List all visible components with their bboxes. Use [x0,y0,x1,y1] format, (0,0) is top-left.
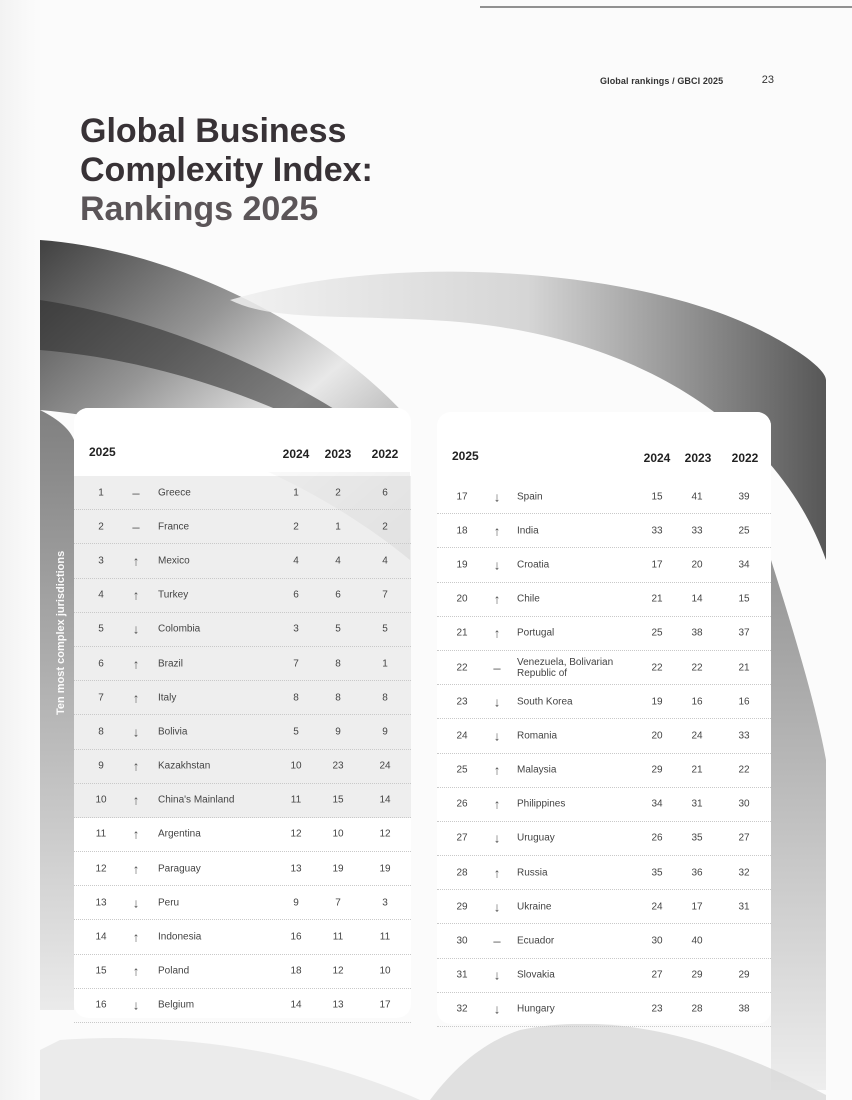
arrow-up-icon: ↑ [132,963,140,979]
table-row [437,514,771,548]
arrow-up-icon: ↑ [493,796,501,812]
country-cell: Italy [158,692,177,704]
rank-2023-cell: 33 [691,525,703,537]
table-row [74,750,411,784]
rank-2022-cell: 11 [379,931,391,943]
rank-cell: 19 [456,559,468,571]
arrow-up-icon: ↑ [132,929,140,945]
arrow-up-icon: ↑ [132,826,140,842]
rank-cell: 8 [98,726,104,738]
table-row [74,681,411,715]
rank-2023-cell: 7 [335,897,341,909]
country-cell: Peru [158,897,180,909]
table-row [74,613,411,647]
rankings-table-right [437,412,771,1024]
country-cell: Philippines [517,798,566,810]
table-row [437,959,771,993]
dash-icon: – [132,485,140,501]
arrow-down-icon: ↓ [132,724,140,740]
table-row [437,890,771,924]
rank-2022-cell: 8 [382,692,388,704]
table-row [74,852,411,886]
rank-2024-cell: 11 [290,794,302,806]
rank-cell: 32 [456,1003,468,1015]
rank-2023-cell: 14 [691,593,703,605]
rank-2022-cell: 24 [379,760,391,772]
header-2023: 2023 [684,451,712,465]
rank-2024-cell: 34 [651,798,663,810]
arrow-down-icon: ↓ [132,621,140,637]
rank-cell: 1 [98,487,104,499]
rank-2023-cell: 19 [332,863,344,875]
table-row [437,788,771,822]
table-row [437,754,771,788]
country-cell: Colombia [158,623,201,635]
country-cell: Romania [517,730,558,742]
country-cell: Kazakhstan [158,760,211,772]
rank-2024-cell: 14 [290,999,302,1011]
rank-2023-cell: 12 [332,965,344,977]
rank-cell: 10 [95,794,107,806]
rank-2022-cell: 17 [379,999,391,1011]
rank-cell: 4 [98,589,104,601]
rank-cell: 24 [456,730,468,742]
rank-2024-cell: 27 [651,969,663,981]
country-cell: Brazil [158,658,184,670]
rank-2023-cell: 6 [335,589,341,601]
header-2024: 2024 [643,451,671,465]
table-row [437,822,771,856]
table-row [74,920,411,954]
table-header [74,408,411,472]
dash-icon: – [493,660,501,676]
rank-2022-cell: 6 [382,487,388,499]
rank-cell: 18 [456,525,468,537]
rank-2022-cell: 22 [738,764,750,776]
country-cell: China's Mainland [158,794,235,806]
rank-2023-cell: 20 [691,559,703,571]
country-cell: Ukraine [517,901,552,913]
table-row [74,818,411,852]
rank-2024-cell: 30 [651,935,663,947]
section-label: Global rankings / GBCI 2025 [600,76,724,86]
country-cell: Russia [517,867,548,879]
rank-2024-cell: 9 [293,897,299,909]
rank-2024-cell: 5 [293,726,299,738]
rank-2022-cell: 14 [379,794,391,806]
rank-2023-cell: 35 [691,832,703,844]
rank-2023-cell: 15 [332,794,344,806]
arrow-up-icon: ↑ [132,587,140,603]
country-cell: Hungary [517,1003,555,1015]
rank-2023-cell: 8 [335,692,341,704]
rank-2024-cell: 16 [290,931,302,943]
table-body [74,476,411,1023]
rank-2022-cell: 29 [738,969,750,981]
header-2025: 2025 [452,449,479,463]
rank-2024-cell: 33 [651,525,663,537]
country-cell: Chile [517,593,540,605]
table-row [437,617,771,651]
country-cell: Spain [517,491,543,503]
header-2025: 2025 [89,445,116,459]
arrow-up-icon: ↑ [493,625,501,641]
country-cell: Paraguay [158,863,201,875]
rank-cell: 25 [456,764,468,776]
rank-2024-cell: 35 [651,867,663,879]
table-row [74,886,411,920]
arrow-down-icon: ↓ [132,895,140,911]
country-cell: Slovakia [517,969,555,981]
rank-2022-cell: 37 [738,627,750,639]
arrow-up-icon: ↑ [132,792,140,808]
table-row [74,955,411,989]
rank-2022-cell: 10 [379,965,391,977]
arrow-up-icon: ↑ [493,762,501,778]
table-row [437,719,771,753]
country-cell: Greece [158,487,191,499]
rank-cell: 22 [456,662,468,674]
table-row [74,510,411,544]
rank-2024-cell: 22 [651,662,663,674]
arrow-up-icon: ↑ [132,861,140,877]
rank-2022-cell: 32 [738,867,750,879]
rank-2023-cell: 5 [335,623,341,635]
rank-cell: 9 [98,760,104,772]
rank-2024-cell: 1 [293,487,299,499]
table-row [74,715,411,749]
rank-cell: 29 [456,901,468,913]
arrow-up-icon: ↑ [132,758,140,774]
rank-2023-cell: 4 [335,555,341,567]
side-label-text: Ten most complex jurisdictions [55,550,67,715]
rank-2023-cell: 38 [691,627,703,639]
rank-2024-cell: 3 [293,623,299,635]
rank-2022-cell: 15 [738,593,750,605]
table-row [74,989,411,1023]
country-cell: Malaysia [517,764,557,776]
rank-cell: 13 [95,897,107,909]
rank-cell: 15 [95,965,107,977]
rank-cell: 21 [456,627,468,639]
rank-2022-cell: 21 [738,662,750,674]
country-cell: South Korea [517,696,573,708]
table-row [437,651,771,685]
rank-2024-cell: 15 [651,491,663,503]
rank-cell: 7 [98,692,104,704]
rank-2023-cell: 8 [335,658,341,670]
arrow-down-icon: ↓ [493,830,501,846]
rank-cell: 23 [456,696,468,708]
rank-cell: 30 [456,935,468,947]
arrow-up-icon: ↑ [493,523,501,539]
rank-2023-cell: 1 [335,521,341,533]
rank-2022-cell: 19 [379,863,391,875]
table-row [74,579,411,613]
rank-2024-cell: 21 [651,593,663,605]
rank-cell: 12 [95,863,107,875]
rank-2023-cell: 10 [332,828,344,840]
rank-2023-cell: 40 [691,935,703,947]
rank-2023-cell: 31 [691,798,703,810]
table-row [437,480,771,514]
rank-2024-cell: 26 [651,832,663,844]
table-row [437,583,771,617]
rank-2022-cell: 7 [382,589,388,601]
country-cell: India [517,525,539,537]
rank-2024-cell: 4 [293,555,299,567]
country-cell: Portugal [517,627,555,639]
arrow-down-icon: ↓ [493,489,501,505]
rank-2023-cell: 24 [691,730,703,742]
rank-2024-cell: 25 [651,627,663,639]
arrow-up-icon: ↑ [493,865,501,881]
table-row [437,856,771,890]
rank-2024-cell: 2 [293,521,299,533]
table-row [74,784,411,818]
title-line-1: Global Business [80,112,347,150]
rank-cell: 26 [456,798,468,810]
rank-2023-cell: 21 [691,764,703,776]
rank-2023-cell: 29 [691,969,703,981]
rank-2024-cell: 17 [651,559,663,571]
header-2022: 2022 [731,451,759,465]
rank-2024-cell: 6 [293,589,299,601]
rank-2024-cell: 29 [651,764,663,776]
country-cell: Belgium [158,999,195,1011]
arrow-up-icon: ↑ [132,690,140,706]
rank-2022-cell: 39 [738,491,750,503]
rank-2024-cell: 12 [290,828,302,840]
rank-2022-cell: 25 [738,525,750,537]
rank-2022-cell: 31 [738,901,750,913]
title-line-2: Complexity Index: [80,151,373,189]
rank-cell: 11 [95,828,107,840]
arrow-up-icon: ↑ [132,553,140,569]
table-row [74,647,411,681]
rank-cell: 31 [456,969,468,981]
arrow-down-icon: ↓ [493,967,501,983]
rank-2022-cell: 38 [738,1003,750,1015]
table-row [437,548,771,582]
rank-2022-cell: 16 [738,696,750,708]
arrow-down-icon: ↓ [493,1001,501,1017]
rank-2023-cell: 22 [691,662,703,674]
rank-2022-cell: 30 [738,798,750,810]
rank-2022-cell: 27 [738,832,750,844]
rank-2024-cell: 20 [651,730,663,742]
title-line-3: Rankings 2025 [80,190,319,228]
table-row [74,544,411,578]
rank-2023-cell: 36 [691,867,703,879]
rank-cell: 28 [456,867,468,879]
country-cell: Argentina [158,828,201,840]
rank-2024-cell: 23 [651,1003,663,1015]
rank-cell: 16 [95,999,107,1011]
rank-2022-cell: 5 [382,623,388,635]
table-header [437,412,771,476]
arrow-down-icon: ↓ [493,899,501,915]
country-cell: Indonesia [158,931,202,943]
rank-2023-cell: 41 [691,491,703,503]
rankings-table-left [74,408,411,1018]
rank-2022-cell: 2 [382,521,388,533]
rank-cell: 2 [98,521,104,533]
country-cell: Poland [158,965,190,977]
rank-2023-cell: 28 [691,1003,703,1015]
rank-2022-cell: 1 [382,658,388,670]
rank-2023-cell: 9 [335,726,341,738]
rank-2024-cell: 7 [293,658,299,670]
rank-cell: 20 [456,593,468,605]
rank-2022-cell: 12 [379,828,391,840]
rank-2024-cell: 24 [651,901,663,913]
rank-2022-cell: 9 [382,726,388,738]
rank-2024-cell: 19 [651,696,663,708]
rank-2023-cell: 16 [691,696,703,708]
arrow-down-icon: ↓ [493,694,501,710]
rank-2023-cell: 23 [332,760,344,772]
country-cell: Uruguay [517,832,555,844]
rank-2023-cell: 2 [335,487,341,499]
rank-cell: 5 [98,623,104,635]
country-cell: Venezuela, Bolivarian Republic of [517,656,614,679]
rank-2022-cell: 34 [738,559,750,571]
arrow-down-icon: ↓ [493,728,501,744]
rank-cell: 27 [456,832,468,844]
arrow-down-icon: ↓ [132,997,140,1013]
rank-2023-cell: 17 [691,901,703,913]
rank-2023-cell: 11 [332,931,344,943]
country-cell: Bolivia [158,726,188,738]
dash-icon: – [493,933,501,949]
rank-2024-cell: 8 [293,692,299,704]
table-row [437,993,771,1027]
rank-cell: 14 [95,931,107,943]
rank-cell: 17 [456,491,468,503]
rank-2023-cell: 13 [332,999,344,1011]
header-2024: 2024 [282,447,310,461]
rank-2024-cell: 13 [290,863,302,875]
country-cell: Turkey [158,589,189,601]
arrow-up-icon: ↑ [493,591,501,607]
table-row [437,685,771,719]
arrow-up-icon: ↑ [132,656,140,672]
dash-icon: – [132,519,140,535]
rank-cell: 3 [98,555,104,567]
country-cell: Croatia [517,559,550,571]
rank-2022-cell: 33 [738,730,750,742]
rank-2022-cell: 4 [382,555,388,567]
rank-2024-cell: 10 [290,760,302,772]
table-body [437,480,771,1027]
table-row [437,924,771,958]
country-cell: France [158,521,190,533]
rank-2022-cell: 3 [382,897,388,909]
arrow-down-icon: ↓ [493,557,501,573]
header-2023: 2023 [324,447,352,461]
table-row [74,476,411,510]
page-number: 23 [761,74,774,86]
rank-2024-cell: 18 [290,965,302,977]
header-2022: 2022 [371,447,399,461]
rank-cell: 6 [98,658,104,670]
country-cell: Ecuador [517,935,555,947]
country-cell: Mexico [158,555,190,567]
